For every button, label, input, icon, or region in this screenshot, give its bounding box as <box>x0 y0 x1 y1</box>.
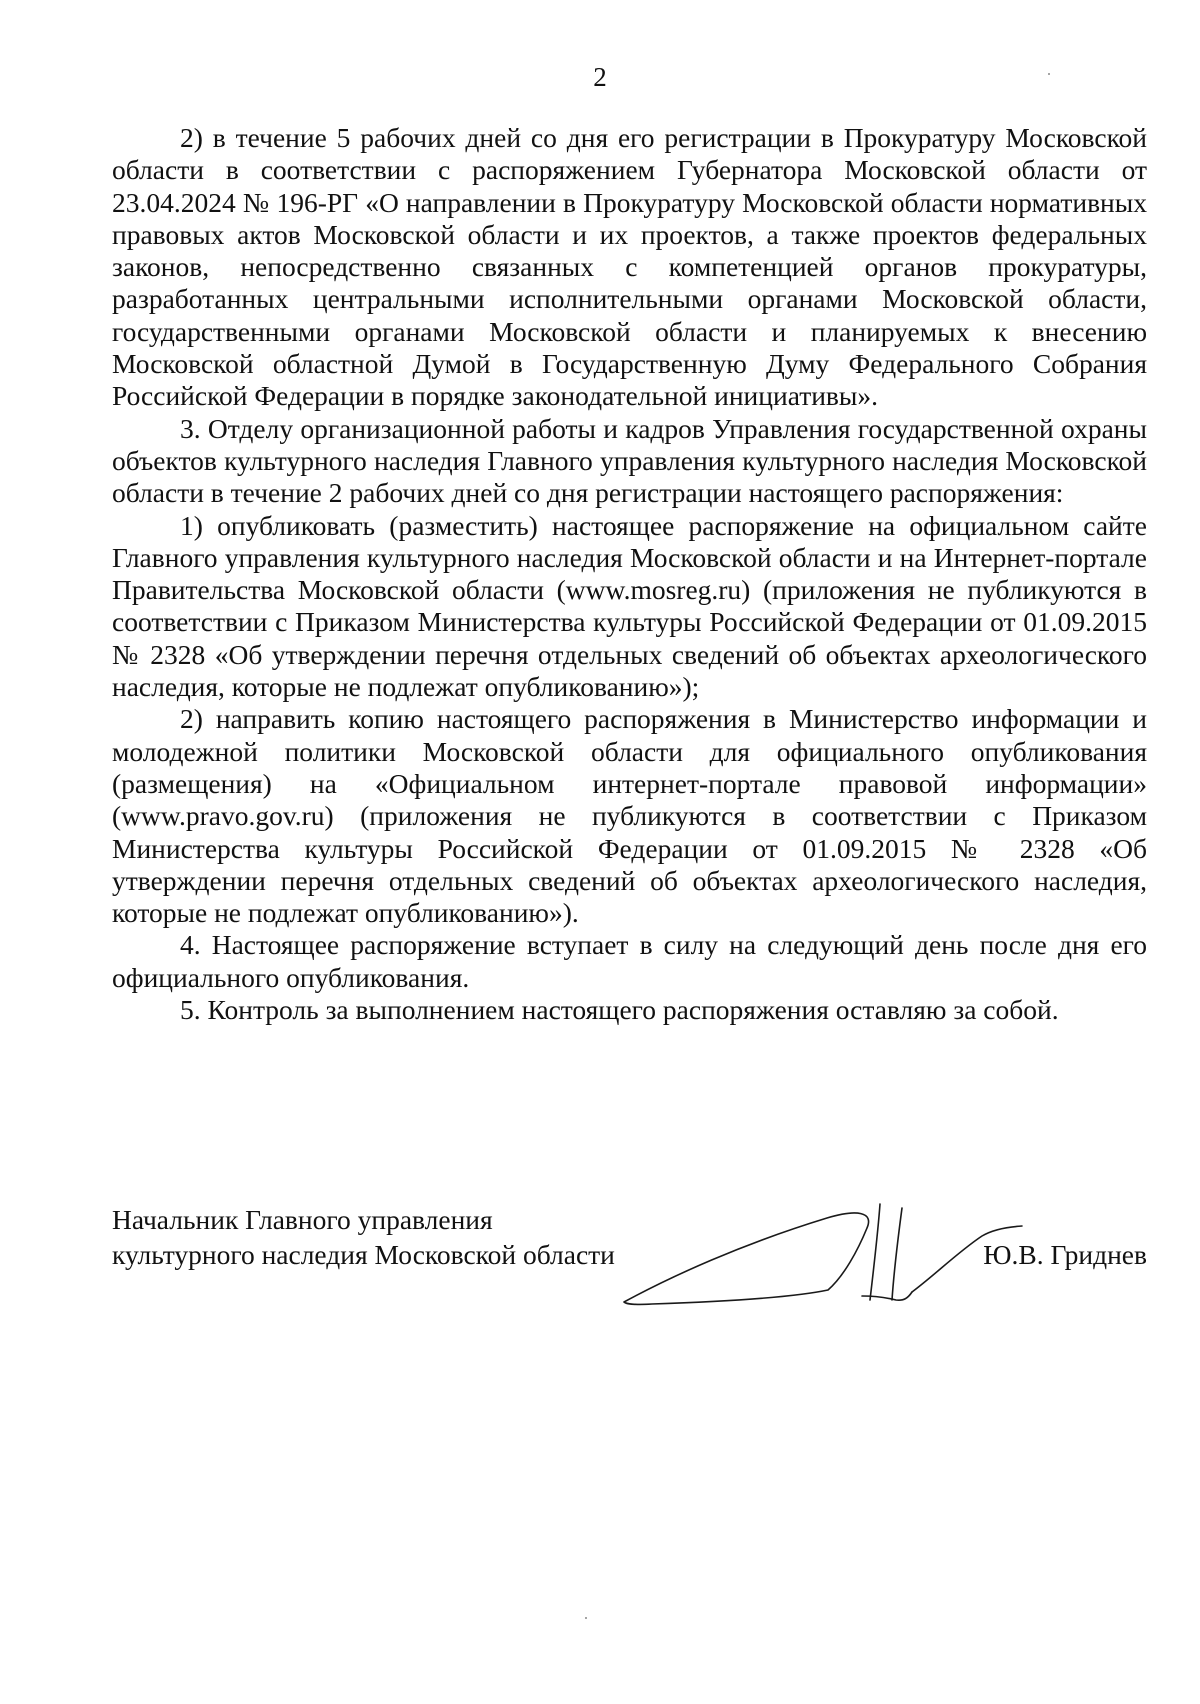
page-number: 2 <box>593 62 607 92</box>
signer-position-line-1: Начальник Главного управления <box>112 1204 493 1235</box>
scan-speck <box>1048 73 1050 75</box>
paragraph-4-effective-date: 4. Настоящее распоряжение вступает в силу на следующий день после дня его официального опубликования. <box>112 929 1147 993</box>
document-body <box>112 122 1147 1026</box>
handwritten-signature <box>612 1192 1042 1312</box>
signer-name: Ю.В. Гриднев <box>983 1239 1147 1270</box>
paragraph-3-publication-order: 3. Отделу организационной работы и кадров Управления государственной охраны объектов культурного наследия Главного управления культурного наследия Московской области в течение 2 рабочих дней со дня регистрации настоящего распоряжения: <box>112 412 1147 509</box>
paragraph-item-2-prosecutor: 2) в течение 5 рабочих дней со дня его регистрации в Прокуратуру Московской области в соответствии с распоряжением Губернатора Московской области от 23.04.2024 № 196-РГ «О направлении в Прокуратуру Московской области нормативных правовых актов Московской области и их проектов, а также проектов федеральных законов, непосредственно связанных с компетенцией органов прокуратуры, разработанных центральными исполнительными органами Московской области, государственными органами Московской области и планируемых к внесению Московской областной Думой в Государственную Думу Федерального Собрания Российской Федерации в порядке законодательной инициативы». <box>112 122 1147 412</box>
signer-position <box>112 1202 615 1272</box>
paragraph-item-2-send-copy: 2) направить копию настоящего распоряжения в Министерство информации и молодежной политики Московской области для официального опубликования (размещения) на «Официальном интернет-портале правовой информации» (www.pravo.gov.ru) (приложения не публикуются в соответствии с Приказом Министерства культуры Российской Федерации от 01.09.2015 № 2328 «Об утверждении перечня отдельных сведений об объектах археологического наследия, которые не подлежат опубликованию»). <box>112 703 1147 929</box>
signer-position-line-2: культурного наследия Московской области <box>112 1239 615 1270</box>
paragraph-item-1-publish-website: 1) опубликовать (разместить) настоящее распоряжение на официальном сайте Главного управления культурного наследия Московской области и на Интернет-портале Правительства Московской области (www.mosreg.ru) (приложения не публикуются в соответствии с Приказом Министерства культуры Российской Федерации от 01.09.2015 № 2328 «Об утверждении перечня отдельных сведений об объектах археологического наследия, которые не подлежат опубликованию»); <box>112 509 1147 703</box>
signature-block <box>112 1202 1147 1332</box>
scan-speck <box>585 1617 587 1619</box>
paragraph-5-control: 5. Контроль за выполнением настоящего распоряжения оставляю за собой. <box>180 994 1059 1026</box>
